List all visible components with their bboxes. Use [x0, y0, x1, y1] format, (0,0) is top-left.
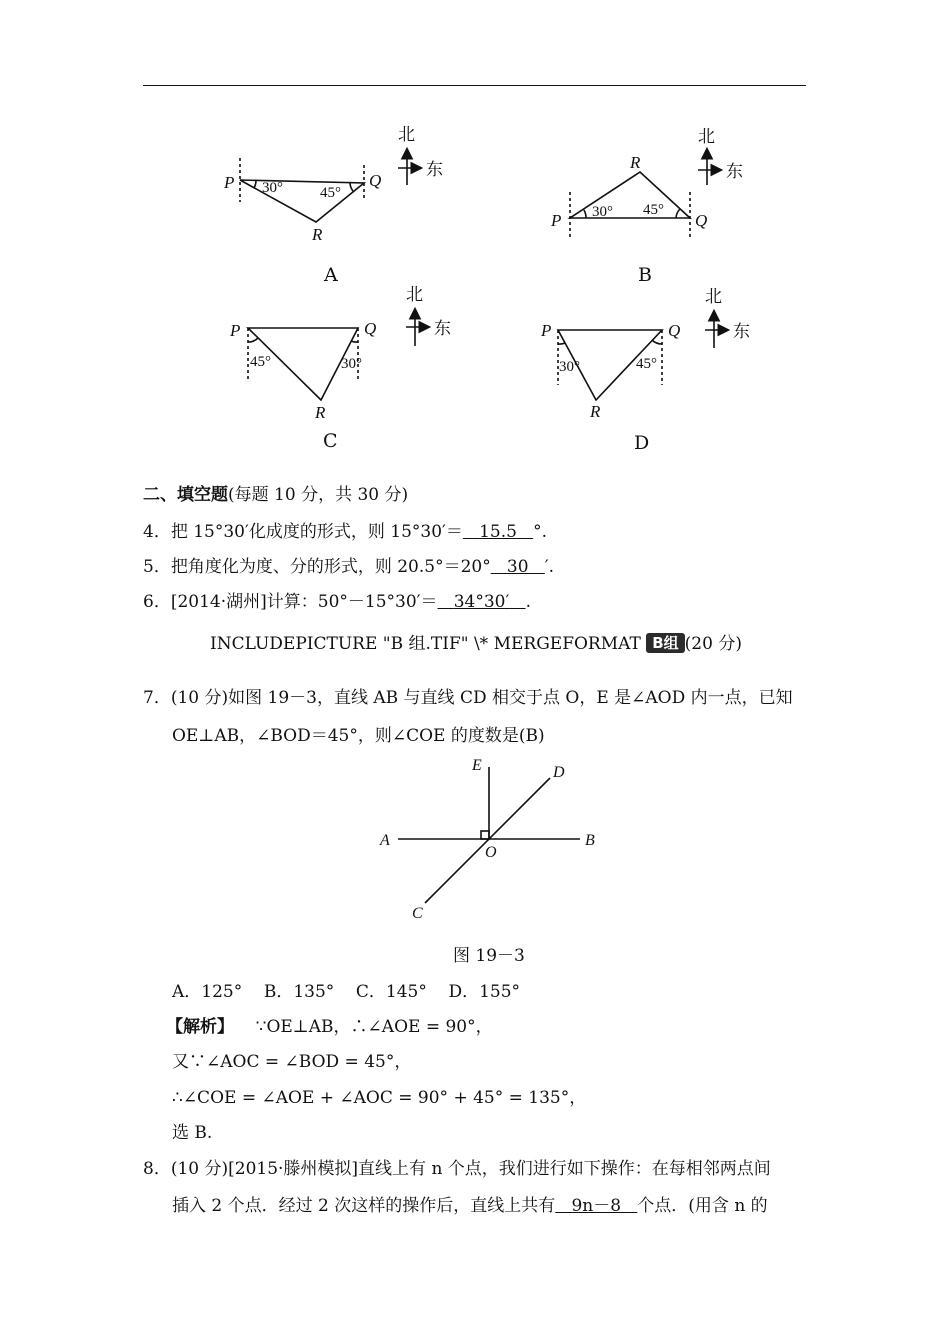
east-label: 东 — [426, 160, 443, 179]
analysis-line3: ∴∠COE = ∠AOE + ∠AOC = 90° + 45° = 135°， — [172, 1088, 587, 1108]
figure-a-diagram — [240, 158, 364, 222]
question-5: 5．把角度化为度、分的形式，则 20.5°＝20° 30 ′. — [143, 557, 555, 577]
svg-text:C: C — [412, 905, 423, 922]
svg-text:30°: 30° — [559, 359, 580, 375]
analysis-line1: 【解析】 ∵OE⊥AB，∴∠AOE = 90°， — [166, 1017, 493, 1037]
analysis-line2: 又∵∠AOC = ∠BOD = 45°， — [172, 1052, 412, 1072]
svg-text:Q: Q — [369, 171, 382, 190]
group-b-badge: B组 — [646, 633, 684, 653]
svg-text:R: R — [315, 403, 326, 422]
svg-text:D: D — [553, 764, 565, 781]
svg-text:30°: 30° — [341, 356, 362, 372]
svg-text:北: 北 — [705, 287, 722, 306]
svg-text:北: 北 — [698, 127, 715, 146]
question-8-line1: 8．(10 分)[2015·滕州模拟]直线上有 n 个点，我们进行如下操作：在每相邻两点间 — [143, 1159, 771, 1179]
svg-text:45°: 45° — [320, 185, 341, 201]
svg-text:O: O — [485, 844, 497, 861]
svg-text:Q: Q — [364, 319, 377, 338]
svg-text:R: R — [630, 153, 641, 172]
figure-a-label: A — [324, 264, 338, 286]
svg-text:北: 北 — [406, 285, 423, 304]
direction-figures — [0, 0, 950, 470]
figure-19-3 — [370, 755, 610, 925]
question-6: 6．[2014·湖州]计算：50°－15°30′＝ 34°30′ . — [143, 592, 531, 612]
svg-text:P: P — [230, 321, 241, 340]
question-4: 4．把 15°30′化成度的形式，则 15°30′＝ 15.5 °. — [143, 522, 548, 542]
svg-text:E: E — [472, 757, 482, 774]
question-7-choices: A．125° B．135° C．145° D．155° — [172, 982, 521, 1002]
svg-text:45°: 45° — [636, 356, 657, 372]
svg-text:30°: 30° — [262, 180, 283, 196]
svg-text:30°: 30° — [592, 204, 613, 220]
svg-text:A: A — [380, 832, 390, 849]
question-8-line2: 插入 2 个点．经过 2 次这样的操作后，直线上共有 9n－8 个点．(用含 n 的 — [172, 1196, 768, 1216]
svg-text:P: P — [224, 173, 235, 192]
svg-text:Q: Q — [695, 211, 708, 230]
svg-text:东: 东 — [726, 162, 743, 181]
svg-text:45°: 45° — [250, 354, 271, 370]
question-7-line1: 7．(10 分)如图 19－3，直线 AB 与直线 CD 相交于点 O，E 是∠AOD 内一点，已知 — [143, 688, 793, 708]
svg-text:B: B — [585, 832, 595, 849]
figure-caption: 图 19－3 — [453, 946, 525, 966]
figure-b-label: B — [638, 264, 652, 286]
svg-text:R: R — [590, 402, 601, 421]
question-7-line2: OE⊥AB，∠BOD＝45°，则∠COE 的度数是(B) — [172, 726, 545, 746]
figure-d-label: D — [634, 432, 650, 454]
figure-c-label: C — [323, 430, 338, 452]
analysis-line4: 选 B. — [172, 1123, 213, 1143]
svg-text:P: P — [551, 211, 562, 230]
svg-text:45°: 45° — [643, 202, 664, 218]
group-b-header: INCLUDEPICTURE "B 组.TIF" \* MERGEFORMAT B组 (20 分) — [210, 634, 742, 654]
svg-text:R: R — [312, 225, 323, 244]
figure-b-diagram — [570, 172, 690, 240]
north-label: 北 — [398, 125, 415, 144]
svg-text:P: P — [541, 321, 552, 340]
svg-text:东: 东 — [434, 319, 451, 338]
section-heading: 二、填空题(每题 10 分，共 30 分) — [143, 485, 409, 505]
svg-text:Q: Q — [668, 321, 681, 340]
svg-text:东: 东 — [733, 322, 750, 341]
